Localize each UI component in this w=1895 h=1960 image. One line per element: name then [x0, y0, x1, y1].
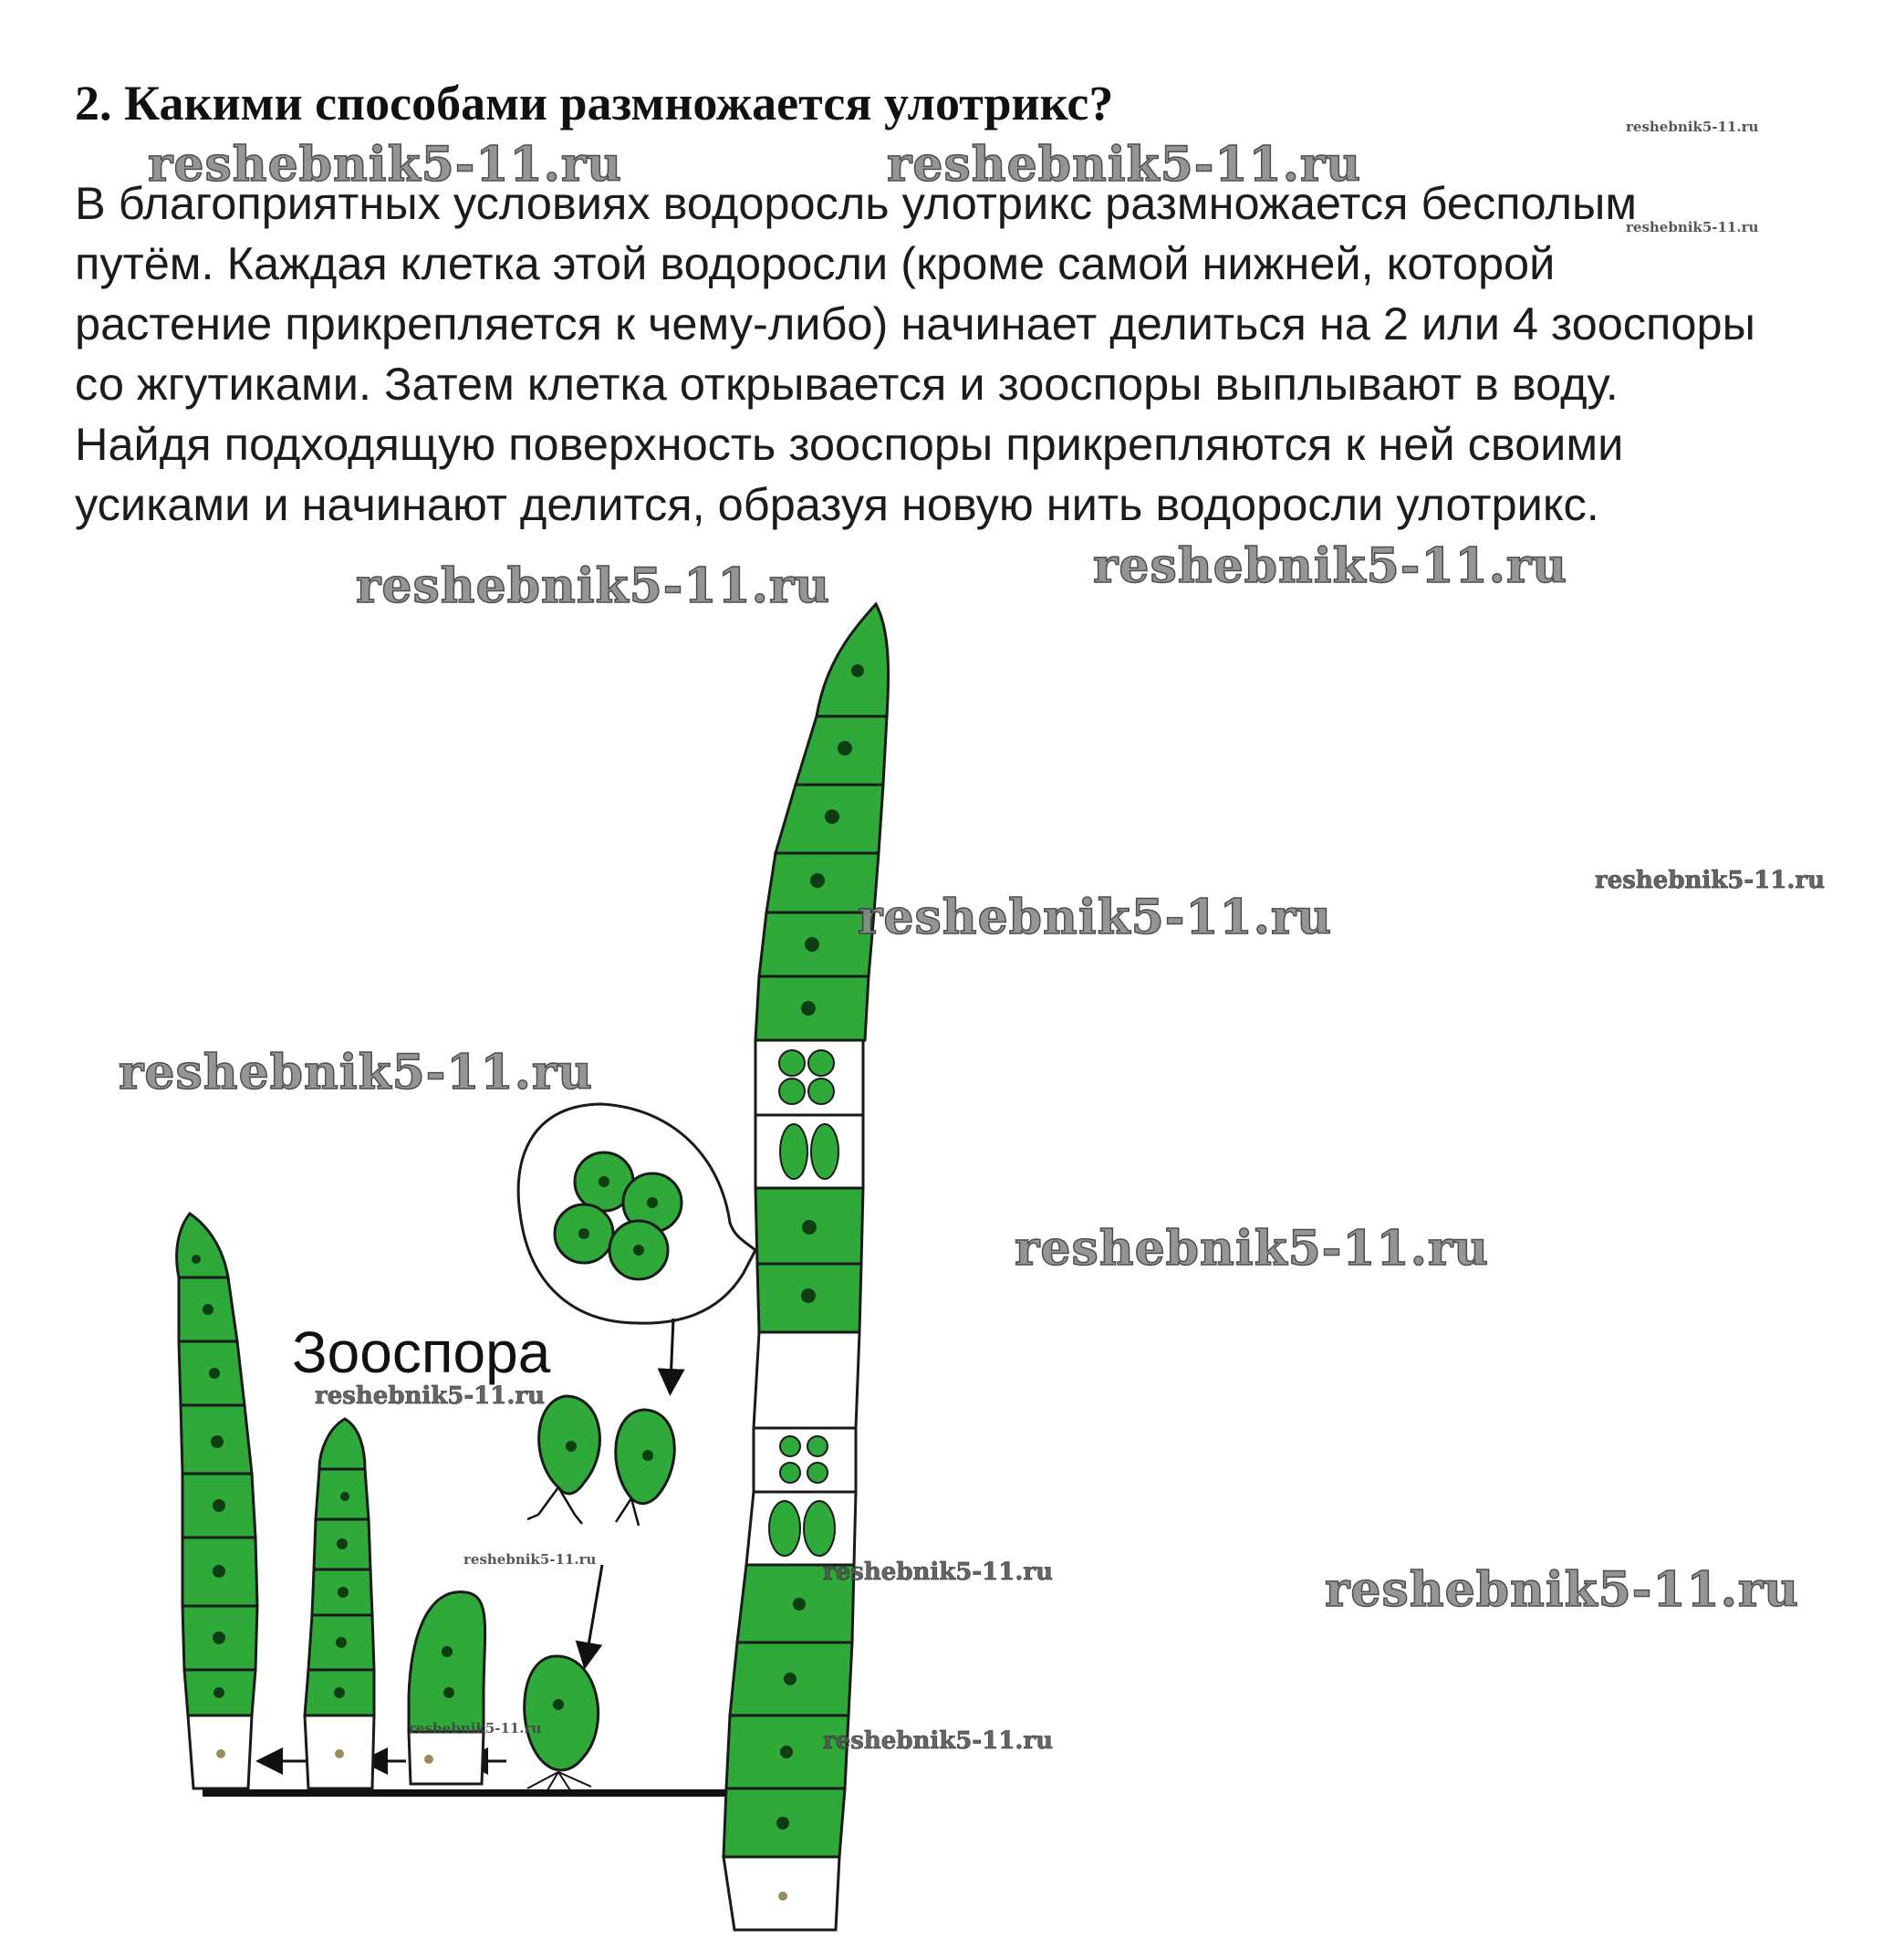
answer-line: В благоприятных условиях водоросль улотрикс размножается бесполым: [75, 177, 1637, 229]
watermark: reshebnik5-11.ru: [823, 1559, 1054, 1586]
watermark: reshebnik5-11.ru: [463, 1551, 597, 1568]
watermark: reshebnik5-11.ru: [1093, 538, 1568, 594]
watermark: reshebnik5-11.ru: [1626, 219, 1759, 235]
watermark: reshebnik5-11.ru: [119, 1045, 594, 1100]
filament-tip-cell: [817, 604, 889, 716]
watermark: reshebnik5-11.ru: [148, 137, 623, 193]
watermark: reshebnik5-11.ru: [356, 558, 831, 614]
free-zoospore: [527, 1396, 599, 1524]
watermark: reshebnik5-11.ru: [823, 1727, 1054, 1755]
answer-line: путём. Каждая клетка этой водоросли (кроме самой нижней, которой: [75, 237, 1556, 289]
dividing-cell-four: [755, 1040, 863, 1115]
answer-line: со жгутиками. Затем клетка открывается и зооспоры выплывают в воду.: [75, 358, 1619, 410]
watermark: reshebnik5-11.ru: [858, 890, 1333, 945]
watermark: reshebnik5-11.ru: [315, 1382, 546, 1410]
answer-line: усиками и начинают делится, образуя новую нить водоросли улотрикс.: [75, 478, 1599, 530]
watermark: reshebnik5-11.ru: [887, 137, 1362, 193]
watermark: reshebnik5-11.ru: [1325, 1562, 1800, 1618]
watermark: reshebnik5-11.ru: [1595, 867, 1826, 894]
watermark: reshebnik5-11.ru: [409, 1720, 542, 1736]
young-filament: [305, 1419, 374, 1788]
dividing-cell-two: [755, 1115, 863, 1188]
free-zoospore: [616, 1410, 675, 1526]
zoospore-label: Зооспора: [292, 1319, 551, 1385]
watermark: reshebnik5-11.ru: [1015, 1221, 1490, 1277]
question-heading: 2. Какими способами размножается улотрикс?: [75, 76, 1114, 130]
answer-line: растение прикрепляется к чему-либо) начинает делиться на 2 или 4 зооспоры: [75, 297, 1755, 349]
answer-line: Найдя подходящую поверхность зооспоры прикрепляются к ней своими: [75, 418, 1624, 470]
dividing-cell-four: [754, 1428, 856, 1492]
watermark: reshebnik5-11.ru: [1626, 119, 1759, 135]
empty-cell: [754, 1332, 859, 1428]
